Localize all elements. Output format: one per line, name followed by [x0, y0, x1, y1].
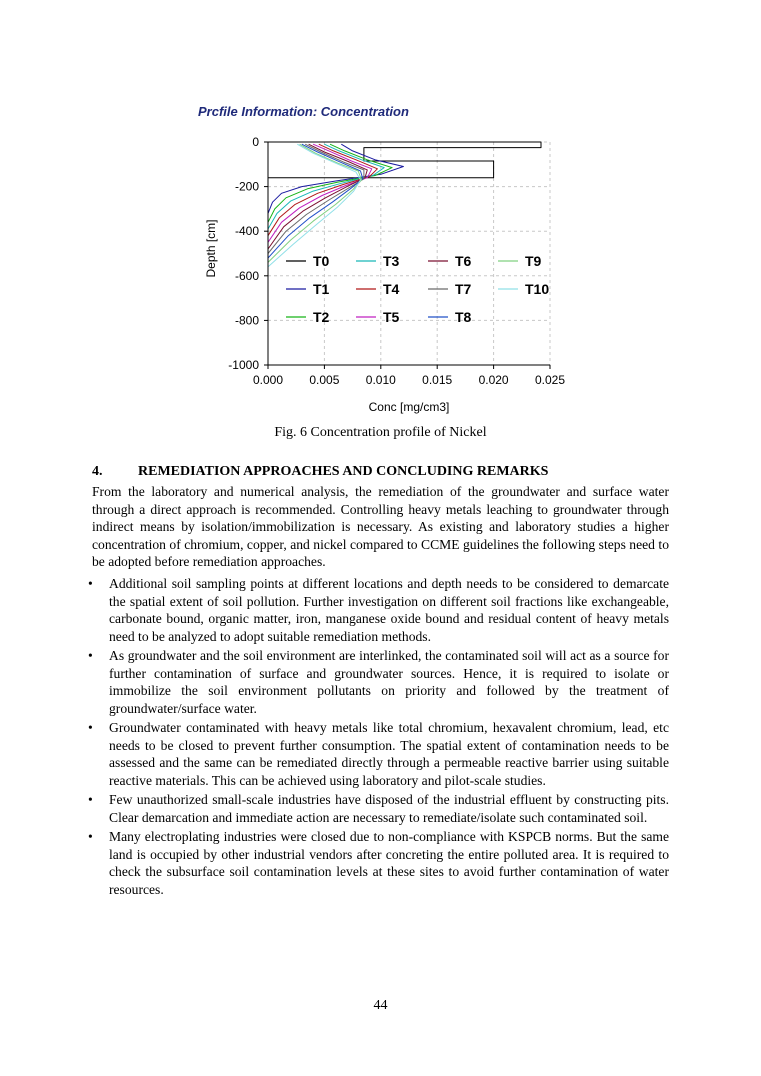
- x-axis-label: Conc [mg/cm3]: [368, 400, 450, 414]
- concentration-profile-chart: [190, 128, 570, 423]
- chart-title: Prcfile Information: Concentration: [198, 104, 409, 119]
- legend-label-t3: T3: [383, 253, 400, 269]
- chart-series: [268, 142, 541, 267]
- list-item-text: Many electroplating industries were closed due to non-compliance with KSPCB norms. But the same land is occupied by other industrial vendors after concreting the entire polluted area. It is required to check the subsurface soil contamination levels at these sites to avoid further contamination of water resources.: [109, 829, 669, 897]
- chart-frame: [268, 142, 550, 365]
- series-line-t9: [268, 144, 362, 262]
- bullet-icon: •: [88, 648, 93, 663]
- list-item: [88, 828, 669, 898]
- bullet-list: [88, 575, 669, 900]
- legend-label-t5: T5: [383, 309, 400, 325]
- legend-label-t0: T0: [313, 253, 330, 269]
- figure-caption: Fig. 6 Concentration profile of Nickel: [274, 425, 487, 440]
- section-title: REMEDIATION APPROACHES AND CONCLUDING REMARKS: [138, 464, 549, 479]
- y-tick-label: -600: [234, 268, 259, 283]
- x-tick-label: 0.015: [422, 373, 453, 387]
- list-item: [88, 719, 669, 789]
- legend-label-t2: T2: [313, 309, 330, 325]
- list-item-text: As groundwater and the soil environment are interlinked, the contaminated soil will act as a source for further contamination of surface and groundwater sources. Hence, it is required to isolate or immobilize the soil environment pollutants on priority and followed by the treatment of groundwater/surface water.: [109, 648, 669, 716]
- legend-label-t10: T10: [525, 281, 550, 297]
- y-tick-label: -200: [234, 179, 259, 194]
- x-tick-label: 0.010: [365, 373, 396, 387]
- legend-label-t6: T6: [455, 253, 472, 269]
- legend-label-t7: T7: [455, 281, 472, 297]
- x-tick-label: 0.025: [534, 373, 566, 387]
- series-line-t6: [268, 144, 367, 249]
- bullet-icon: •: [88, 829, 93, 844]
- x-tick-label: 0.005: [309, 373, 340, 387]
- list-item: [88, 791, 669, 826]
- list-item-text: Additional soil sampling points at different locations and depth needs to be considered to demarcate the spatial extent of soil pollution. Further investigation on different soil fractions like exchangeable, carbonate bound, organic matter, iron, manganese oxide bound and residual content of heavy metals need to be analyzed to adopt suitable remediation methods.: [109, 576, 669, 644]
- chart-grid: [268, 142, 550, 365]
- legend-label-t9: T9: [525, 253, 542, 269]
- section-heading: [92, 464, 670, 480]
- x-tick-label: 0.020: [478, 373, 509, 387]
- y-tick-label: -400: [234, 224, 259, 239]
- page-number: 44: [373, 998, 388, 1013]
- list-item: [88, 647, 669, 717]
- y-tick-label: 0: [252, 135, 259, 149]
- list-item: [88, 575, 669, 645]
- legend-label-t1: T1: [313, 281, 330, 297]
- list-item-text: Few unauthorized small-scale industries have disposed of the industrial effluent by constructing pits. Clear demarcation and immediate action are necessary to remediate/isolate such contaminated soil.: [109, 792, 669, 825]
- bullet-icon: •: [88, 720, 93, 735]
- y-axis-label: Depth [cm]: [204, 219, 218, 278]
- x-tick-label: 0.000: [252, 373, 284, 387]
- legend-label-t4: T4: [383, 281, 400, 297]
- bullet-icon: •: [88, 576, 93, 591]
- legend-label-t8: T8: [455, 309, 472, 325]
- section-number: 4.: [92, 464, 103, 479]
- chart-legend: [286, 253, 549, 325]
- y-tick-label: -1000: [228, 358, 259, 372]
- y-tick-label: -800: [234, 313, 259, 328]
- bullet-icon: •: [88, 792, 93, 807]
- body-paragraph: From the laboratory and numerical analysis, the remediation of the groundwater and surface water through a direct approach is recommended. Controlling heavy metals leaching to groundwater through indirect means by isolation/immobilization is necessary. As existing and laboratory studies a higher concentration of chromium, copper, and nickel compared to CCME guidelines the following steps need to be adopted before remediation approaches.: [92, 484, 669, 569]
- list-item-text: Groundwater contaminated with heavy metals like total chromium, hexavalent chromium, lead, etc needs to be closed to prevent further consumption. The spatial extent of contamination needs to be assessed and the same can be remediated directly through a permeable reactive barrier using suitable reactive materials. This can be achieved using laboratory and pilot-scale studies.: [109, 720, 669, 788]
